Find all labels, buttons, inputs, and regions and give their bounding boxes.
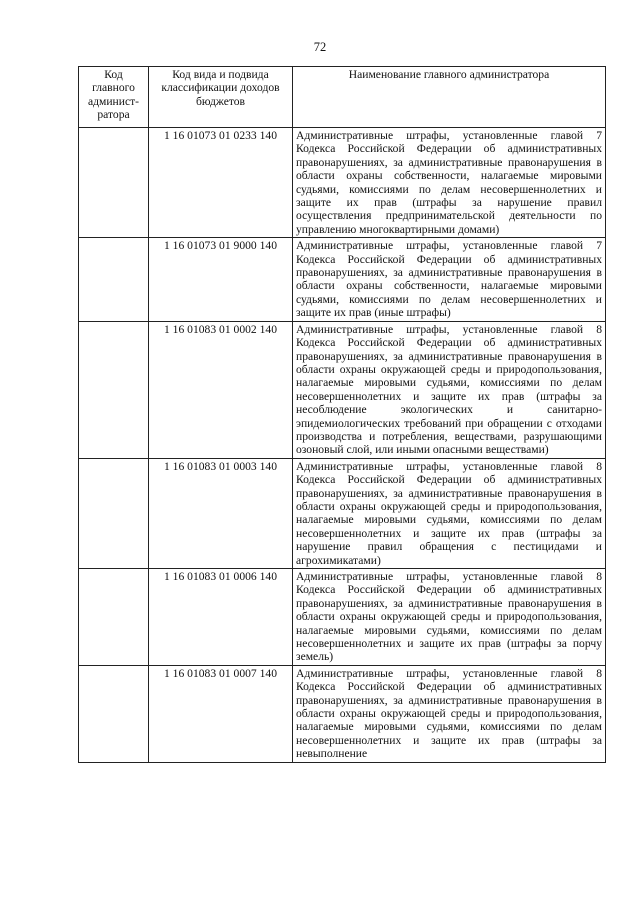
admin-code-cell bbox=[79, 458, 149, 568]
admin-code-cell bbox=[79, 238, 149, 321]
description-cell: Административные штрафы, установленные главой 8 Кодекса Российской Федерации об административных правонарушениях, за административные правонарушения в области охраны окружающей среды и природопользования, налагаемые мировыми судьями, комиссиями по делам несовершеннолетних и защите их прав (штрафы за нарушение правил обращения с пестицидами и агрохимикатами) bbox=[293, 458, 606, 568]
admin-code-cell bbox=[79, 569, 149, 666]
header-admin-code: Код главного админист-ратора bbox=[79, 67, 149, 128]
header-revenue-code: Код вида и подвида классификации доходов бюджетов bbox=[149, 67, 293, 128]
table-row bbox=[79, 128, 606, 238]
revenue-codes-table bbox=[78, 66, 606, 763]
table-row bbox=[79, 458, 606, 568]
table-row bbox=[79, 238, 606, 321]
description-cell: Административные штрафы, установленные главой 7 Кодекса Российской Федерации об административных правонарушениях, за административные правонарушения в области охраны собственности, налагаемые мировыми судьями, комиссиями по делам несовершеннолетних и защите их прав (иные штрафы) bbox=[293, 238, 606, 321]
header-admin-name: Наименование главного администратора bbox=[293, 67, 606, 128]
admin-code-cell bbox=[79, 321, 149, 458]
revenue-code-cell: 1 16 01073 01 9000 140 bbox=[149, 238, 293, 321]
table-row bbox=[79, 321, 606, 458]
page-number: 72 bbox=[313, 40, 327, 54]
revenue-code-cell: 1 16 01073 01 0233 140 bbox=[149, 128, 293, 238]
revenue-code-cell: 1 16 01083 01 0006 140 bbox=[149, 569, 293, 666]
description-cell: Административные штрафы, установленные главой 7 Кодекса Российской Федерации об административных правонарушениях, за административные правонарушения в области охраны собственности, налагаемые мировыми судьями, комиссиями по делам несовершеннолетних и защите их прав (штрафы за нарушение правил осуществления предпринимательской деятельности по управлению многоквартирными домами) bbox=[293, 128, 606, 238]
admin-code-cell bbox=[79, 665, 149, 762]
description-cell: Административные штрафы, установленные главой 8 Кодекса Российской Федерации об административных правонарушениях, за административные правонарушения в области охраны окружающей среды и природопользования, налагаемые мировыми судьями, комиссиями по делам несовершеннолетних и защите их прав (штрафы за порчу земель) bbox=[293, 569, 606, 666]
description-cell: Административные штрафы, установленные главой 8 Кодекса Российской Федерации об административных правонарушениях, за административные правонарушения в области охраны окружающей среды и природопользования, налагаемые мировыми судьями, комиссиями по делам несовершеннолетних и защите их прав (штрафы за несоблюдение экологических и санитарно-эпидемиологических требований при обращении с отходами производства и потребления, веществами, разрушающими озоновый слой, или иными опасными веществами) bbox=[293, 321, 606, 458]
admin-code-cell bbox=[79, 128, 149, 238]
description-cell: Административные штрафы, установленные главой 8 Кодекса Российской Федерации об административных правонарушениях, за административные правонарушения в области охраны окружающей среды и природопользования, налагаемые мировыми судьями, комиссиями по делам несовершеннолетних и защите их прав (штрафы за невыполнение bbox=[293, 665, 606, 762]
table-header-row bbox=[79, 67, 606, 128]
revenue-code-cell: 1 16 01083 01 0002 140 bbox=[149, 321, 293, 458]
table-row bbox=[79, 569, 606, 666]
revenue-code-cell: 1 16 01083 01 0007 140 bbox=[149, 665, 293, 762]
table-row bbox=[79, 665, 606, 762]
revenue-code-cell: 1 16 01083 01 0003 140 bbox=[149, 458, 293, 568]
